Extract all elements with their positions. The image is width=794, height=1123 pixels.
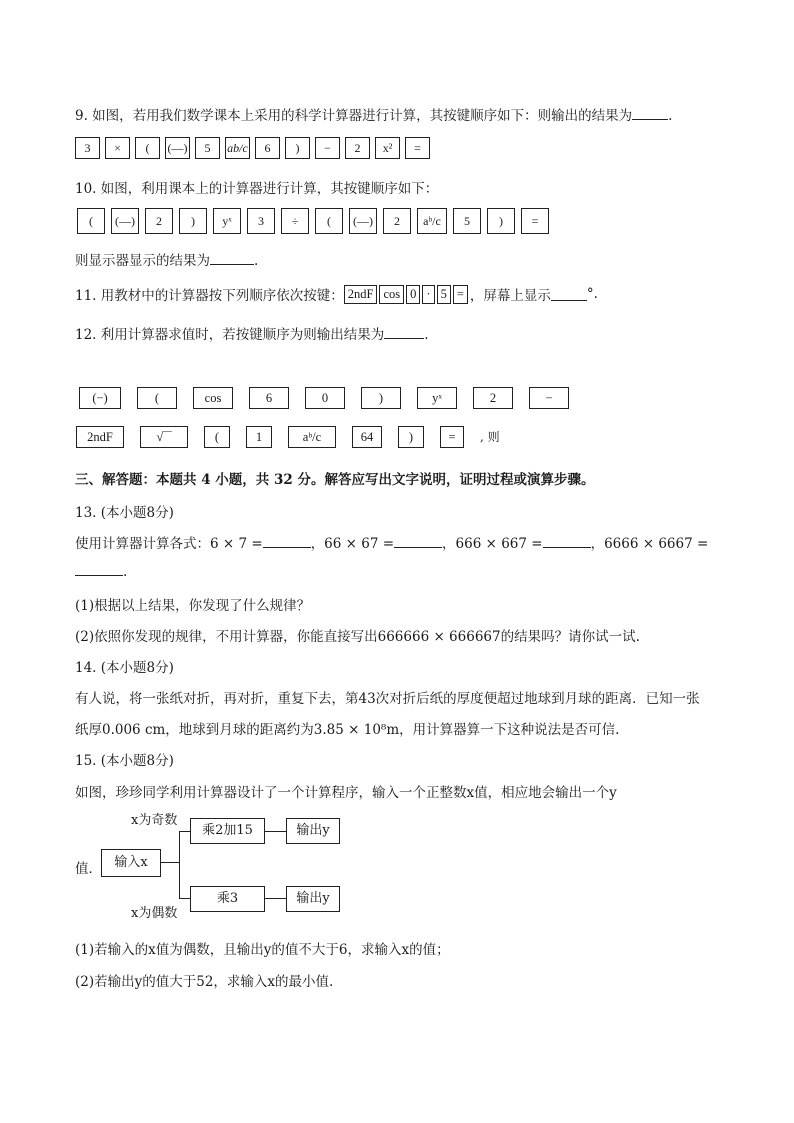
q13-sub1: (1)根据以上结果，你发现了什么规律？: [75, 598, 311, 614]
q9-end: .: [668, 108, 673, 124]
output-y-box-top: 输出y: [286, 818, 340, 844]
q10-text-line: [75, 177, 438, 197]
q11-text: 11. 用教材中的计算器按下列顺序依次按键：: [75, 288, 344, 304]
q13-blank-2: [394, 535, 442, 548]
q13-blank-line: [75, 563, 127, 580]
q12-end: .: [424, 327, 429, 343]
q15-text-end: 值．: [75, 861, 102, 877]
q14-line1: 有人说，将一张纸对折，再对折，重复下去，第43次对折后纸的厚度便超过地球到月球的距离．已知一张: [75, 691, 700, 707]
q10-answer-blank: [210, 252, 254, 265]
q14-line2: 纸厚0.006 cm，地球到月球的距离约为3.85 × 10⁸m，用计算器算一下这种说法是否可信.: [75, 722, 620, 738]
connector-bottom-output: [265, 898, 286, 899]
calc-key: 3: [247, 208, 275, 234]
calc-key: =: [521, 208, 549, 234]
even-condition-label: x为偶数: [131, 906, 178, 921]
q15-title: 15. (本小题8分): [75, 753, 174, 769]
calc-key: ÷: [281, 208, 309, 234]
q10-keys: [77, 208, 555, 234]
section3-heading: 三、解答题：本题共 4 小题，共 32 分。解答应写出文字说明，证明过程或演算步骤。: [75, 472, 595, 488]
q9-text-line: [75, 104, 672, 124]
q13-end: .: [123, 564, 128, 580]
calc-key: aᵇ/c: [417, 208, 447, 234]
input-x-box: 输入x: [101, 849, 161, 877]
q12-text: 12. 利用计算器求值时，若按键顺序为则输出结果为: [75, 327, 385, 343]
calc-key: (: [135, 137, 160, 159]
q10-text: 10. 如图，利用课本上的计算器进行计算，其按键顺序如下：: [75, 181, 439, 197]
q13-p3: ，666 × 667 =: [442, 536, 543, 552]
q10-result-line: [75, 249, 258, 269]
calc-key: ): [361, 387, 401, 409]
q12-keys-row1: [79, 387, 585, 409]
calc-key: 0: [406, 285, 420, 304]
q10-end: .: [254, 253, 259, 269]
calc-key: (: [204, 426, 230, 448]
calc-key: 2: [383, 208, 411, 234]
calc-key: (—): [349, 208, 377, 234]
connector-input: [161, 862, 179, 863]
calc-key: 0: [305, 387, 345, 409]
calc-key: 3: [75, 137, 100, 159]
calc-key: 5: [437, 285, 451, 304]
q11-line: [75, 284, 598, 304]
calc-key: x²: [375, 137, 400, 159]
q12-row2-suffix: , 则: [480, 430, 500, 444]
connector-bottom-branch: [179, 898, 190, 899]
q15-text: 如图，珍珍同学利用计算器设计了一个计算程序，输入一个正整数x值，相应地会输出一个y: [75, 785, 617, 801]
calc-key: 2ndF: [76, 426, 124, 448]
q15-sub2: (2)若输出y的值大于52，求输入x的最小值.: [75, 974, 334, 990]
calc-key: ): [285, 137, 310, 159]
calc-key: (—): [165, 137, 190, 159]
calc-key: ): [179, 208, 207, 234]
q12-keys-row2: [76, 426, 500, 448]
calc-key: cos: [193, 387, 233, 409]
calc-key: 6: [255, 137, 280, 159]
q13-text-line: [75, 532, 708, 552]
q13-title: 13. (本小题8分): [75, 505, 174, 521]
q13-sub2: (2)依照你发现的规律，不用计算器，你能直接写出666666 × 666667的结果吗？请你试一试.: [75, 629, 640, 645]
calc-key: 2ndF: [344, 285, 378, 304]
q13-blank-3: [543, 535, 591, 548]
calc-key: 2: [145, 208, 173, 234]
q13-p2: ，66 × 67 =: [310, 536, 395, 552]
q14-title: 14. (本小题8分): [75, 660, 174, 676]
q9-keys: [75, 137, 435, 159]
q13-text: 使用计算器计算各式：6 × 7 =: [75, 536, 263, 552]
q13-blank-1: [263, 535, 311, 548]
calc-key: (: [315, 208, 343, 234]
calc-key: =: [453, 285, 468, 304]
q13-p4: ，6666 × 6667 =: [590, 536, 709, 552]
calc-key: 64: [352, 426, 382, 448]
odd-condition-label: x为奇数: [131, 813, 178, 828]
q15-sub1: (1)若输入的x值为偶数，且输出y的值不大于6，求输入x的值；: [75, 942, 450, 958]
calc-key: yˣ: [417, 387, 457, 409]
q11-keys: [344, 286, 470, 302]
calc-key: ·: [422, 285, 434, 304]
calc-key: =: [440, 426, 464, 448]
connector-top-branch: [179, 831, 190, 832]
q10-result-text: 则显示器显示的结果为: [75, 253, 210, 269]
q11-end: °.: [586, 286, 598, 302]
calc-key: aᵇ/c: [288, 426, 336, 448]
output-y-box-bottom: 输出y: [286, 886, 340, 912]
q12-answer-blank: [384, 326, 424, 339]
calc-key: (: [77, 208, 105, 234]
connector-top-output: [265, 831, 286, 832]
calc-key: (: [137, 387, 177, 409]
connector-vertical: [179, 831, 180, 898]
calc-key: =: [405, 137, 430, 159]
calc-key: 5: [453, 208, 481, 234]
calc-key: −: [315, 137, 340, 159]
calc-key: −: [529, 387, 569, 409]
calc-key: (—): [111, 208, 139, 234]
q11-answer-blank: [551, 288, 587, 301]
even-operation-box: 乘3: [190, 886, 265, 912]
calc-key: 2: [473, 387, 513, 409]
calc-key: 5: [195, 137, 220, 159]
odd-operation-box: 乘2加15: [190, 818, 265, 844]
q9-answer-blank: [632, 107, 668, 120]
calc-key: ): [398, 426, 424, 448]
calc-key: 2: [345, 137, 370, 159]
calc-key: ×: [105, 137, 130, 159]
calc-key: (−): [79, 387, 121, 409]
calc-key: 1: [246, 426, 272, 448]
calc-key: cos: [379, 285, 404, 304]
q12-text-line: [75, 323, 429, 343]
calc-key: 6: [249, 387, 289, 409]
q13-blank-4: [75, 563, 123, 576]
calc-key: yˣ: [213, 208, 241, 234]
calc-key: ab/c: [225, 137, 250, 159]
q9-text: 9. 如图，若用我们数学课本上采用的科学计算器进行计算，其按键顺序如下：则输出的结果为: [75, 108, 633, 124]
calc-key: ): [487, 208, 515, 234]
q11-after: ，屏幕上显示: [469, 288, 551, 304]
calc-key: √‾‾: [140, 426, 188, 448]
